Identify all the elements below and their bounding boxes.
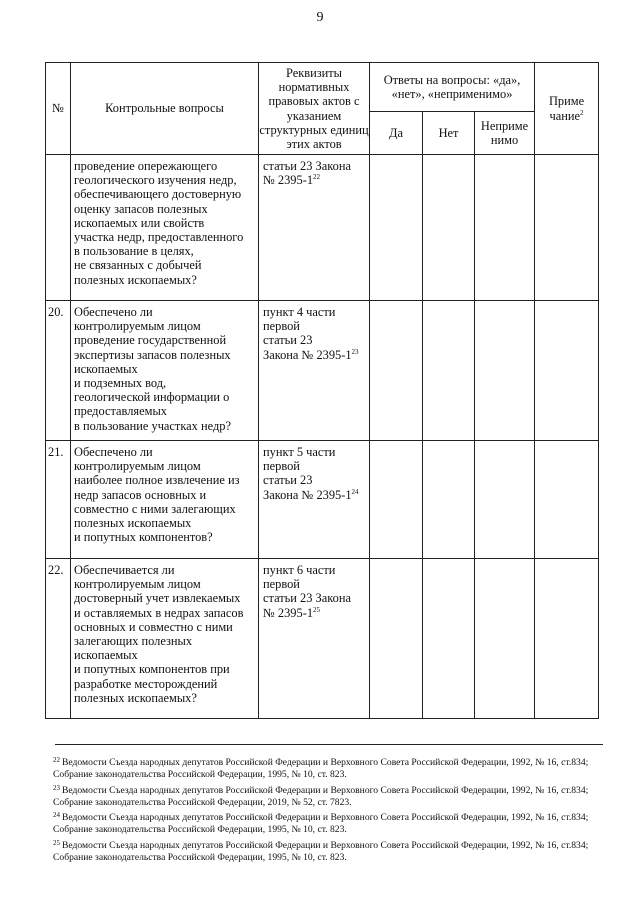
footnote [53, 809, 608, 836]
requisite-text: статьи 23 Закона № 2395-1 [263, 159, 351, 188]
row-number [46, 155, 71, 301]
footnote-mark: 22 [53, 756, 60, 764]
requisite-text: пункт 5 части первой статьи 23 Закона № 2395-1 [263, 445, 352, 502]
footnote-mark: 25 [53, 838, 60, 847]
header-note-footnote-mark: 2 [580, 108, 584, 117]
answer-yes-cell[interactable] [370, 155, 423, 301]
checklist-table [45, 62, 599, 719]
header-note [535, 63, 599, 155]
answer-no-cell[interactable] [423, 301, 475, 441]
question-cell: Обеспечено ли контролируемым лицом проведение государственной экспертизы запасов полезных ископаемых и подземных вод, геологической информации о предоставляемых в пользование участках недр? [71, 301, 259, 441]
requisite-cell [259, 441, 370, 559]
header-questions: Контрольные вопросы [71, 63, 259, 155]
footnote-mark: 24 [53, 811, 60, 819]
header-yes: Да [370, 112, 423, 155]
answer-yes-cell[interactable] [370, 301, 423, 441]
footnote-ref: 22 [313, 173, 321, 182]
answer-no-cell[interactable] [423, 441, 475, 559]
footnote-separator [55, 744, 603, 745]
row-number: 22. [46, 559, 71, 719]
footnote-text: Ведомости Съезда народных депутатов Российской Федерации и Верховного Совета Российской Федерации, 1992, № 16, ст.834; Собрание законодательства Российской Федерации, 1995, № 10, ст. 823. [53, 757, 589, 780]
answer-no-cell[interactable] [423, 155, 475, 301]
answer-not-applicable-cell[interactable] [475, 301, 535, 441]
requisite-text: пункт 4 части первой статьи 23 Закона № 2395-1 [263, 305, 352, 362]
footnotes [53, 754, 608, 864]
header-no: Нет [423, 112, 475, 155]
answer-not-applicable-cell[interactable] [475, 559, 535, 719]
header-answers-group: Ответы на вопросы: «да», «нет», «неприменимо» [370, 63, 535, 112]
table-row [46, 301, 599, 441]
answer-not-applicable-cell[interactable] [475, 155, 535, 301]
table-header [46, 63, 599, 155]
note-cell[interactable] [535, 441, 599, 559]
answer-yes-cell[interactable] [370, 441, 423, 559]
requisite-cell [259, 559, 370, 719]
note-cell[interactable] [535, 155, 599, 301]
footnote [53, 782, 608, 809]
footnote-text: Ведомости Съезда народных депутатов Российской Федерации и Верховного Совета Российской Федерации, 1992, № 16, ст.834; Собрание законодательства Российской Федерации, 1995, № 10, ст. 823. [53, 812, 589, 835]
answer-not-applicable-cell[interactable] [475, 441, 535, 559]
footnote-ref: 24 [351, 487, 359, 496]
requisite-cell [259, 155, 370, 301]
header-requisites: Реквизиты нормативных правовых актов с указанием структурных единиц этих актов [259, 63, 370, 155]
footnote-ref: 25 [313, 605, 321, 614]
page-number: 9 [316, 10, 324, 25]
footnote [53, 754, 608, 781]
table-row [46, 441, 599, 559]
row-number: 20. [46, 301, 71, 441]
footnote-text: Ведомости Съезда народных депутатов Российской Федерации и Верховного Совета Российской Федерации, 1992, № 16, ст.834; Собрание законодательства Российской Федерации, 2019, № 52, ст. 7823. [53, 784, 589, 808]
question-cell: Обеспечено ли контролируемым лицом наиболее полное извлечение из недр запасов основных и совместно с ними залегающих полезных ископаемых и попутных компонентов? [71, 441, 259, 559]
footnote-mark: 23 [53, 783, 60, 792]
answer-yes-cell[interactable] [370, 559, 423, 719]
table-row [46, 155, 599, 301]
header-note-label: Приме чание [548, 94, 585, 123]
question-cell: проведение опережающего геологического изучения недр, обеспечивающего достоверную оценку запасов полезных ископаемых или свойств участка недр, предоставленного в пользование в целях, не связанных с добычей полезных ископаемых? [71, 155, 259, 301]
requisite-cell [259, 301, 370, 441]
row-number: 21. [46, 441, 71, 559]
table-row [46, 559, 599, 719]
question-cell: Обеспечивается ли контролируемым лицом достоверный учет извлекаемых и оставляемых в недрах запасов основных и совместно с ними залегающих полезных ископаемых и попутных компонентов при разработке месторождений полезных ископаемых? [71, 559, 259, 719]
answer-no-cell[interactable] [423, 559, 475, 719]
footnote-ref: 23 [351, 347, 359, 356]
footnote-text: Ведомости Съезда народных депутатов Российской Федерации и Верховного Совета Российской Федерации, 1992, № 16, ст.834; Собрание законодательства Российской Федерации, 1995, № 10, ст. 823. [53, 839, 589, 863]
header-num: № [46, 63, 71, 155]
header-not-applicable: Неприме нимо [475, 112, 535, 155]
note-cell[interactable] [535, 559, 599, 719]
requisite-text: пункт 6 части первой статьи 23 Закона № 2395-1 [263, 563, 351, 620]
footnote [53, 837, 608, 864]
note-cell[interactable] [535, 301, 599, 441]
